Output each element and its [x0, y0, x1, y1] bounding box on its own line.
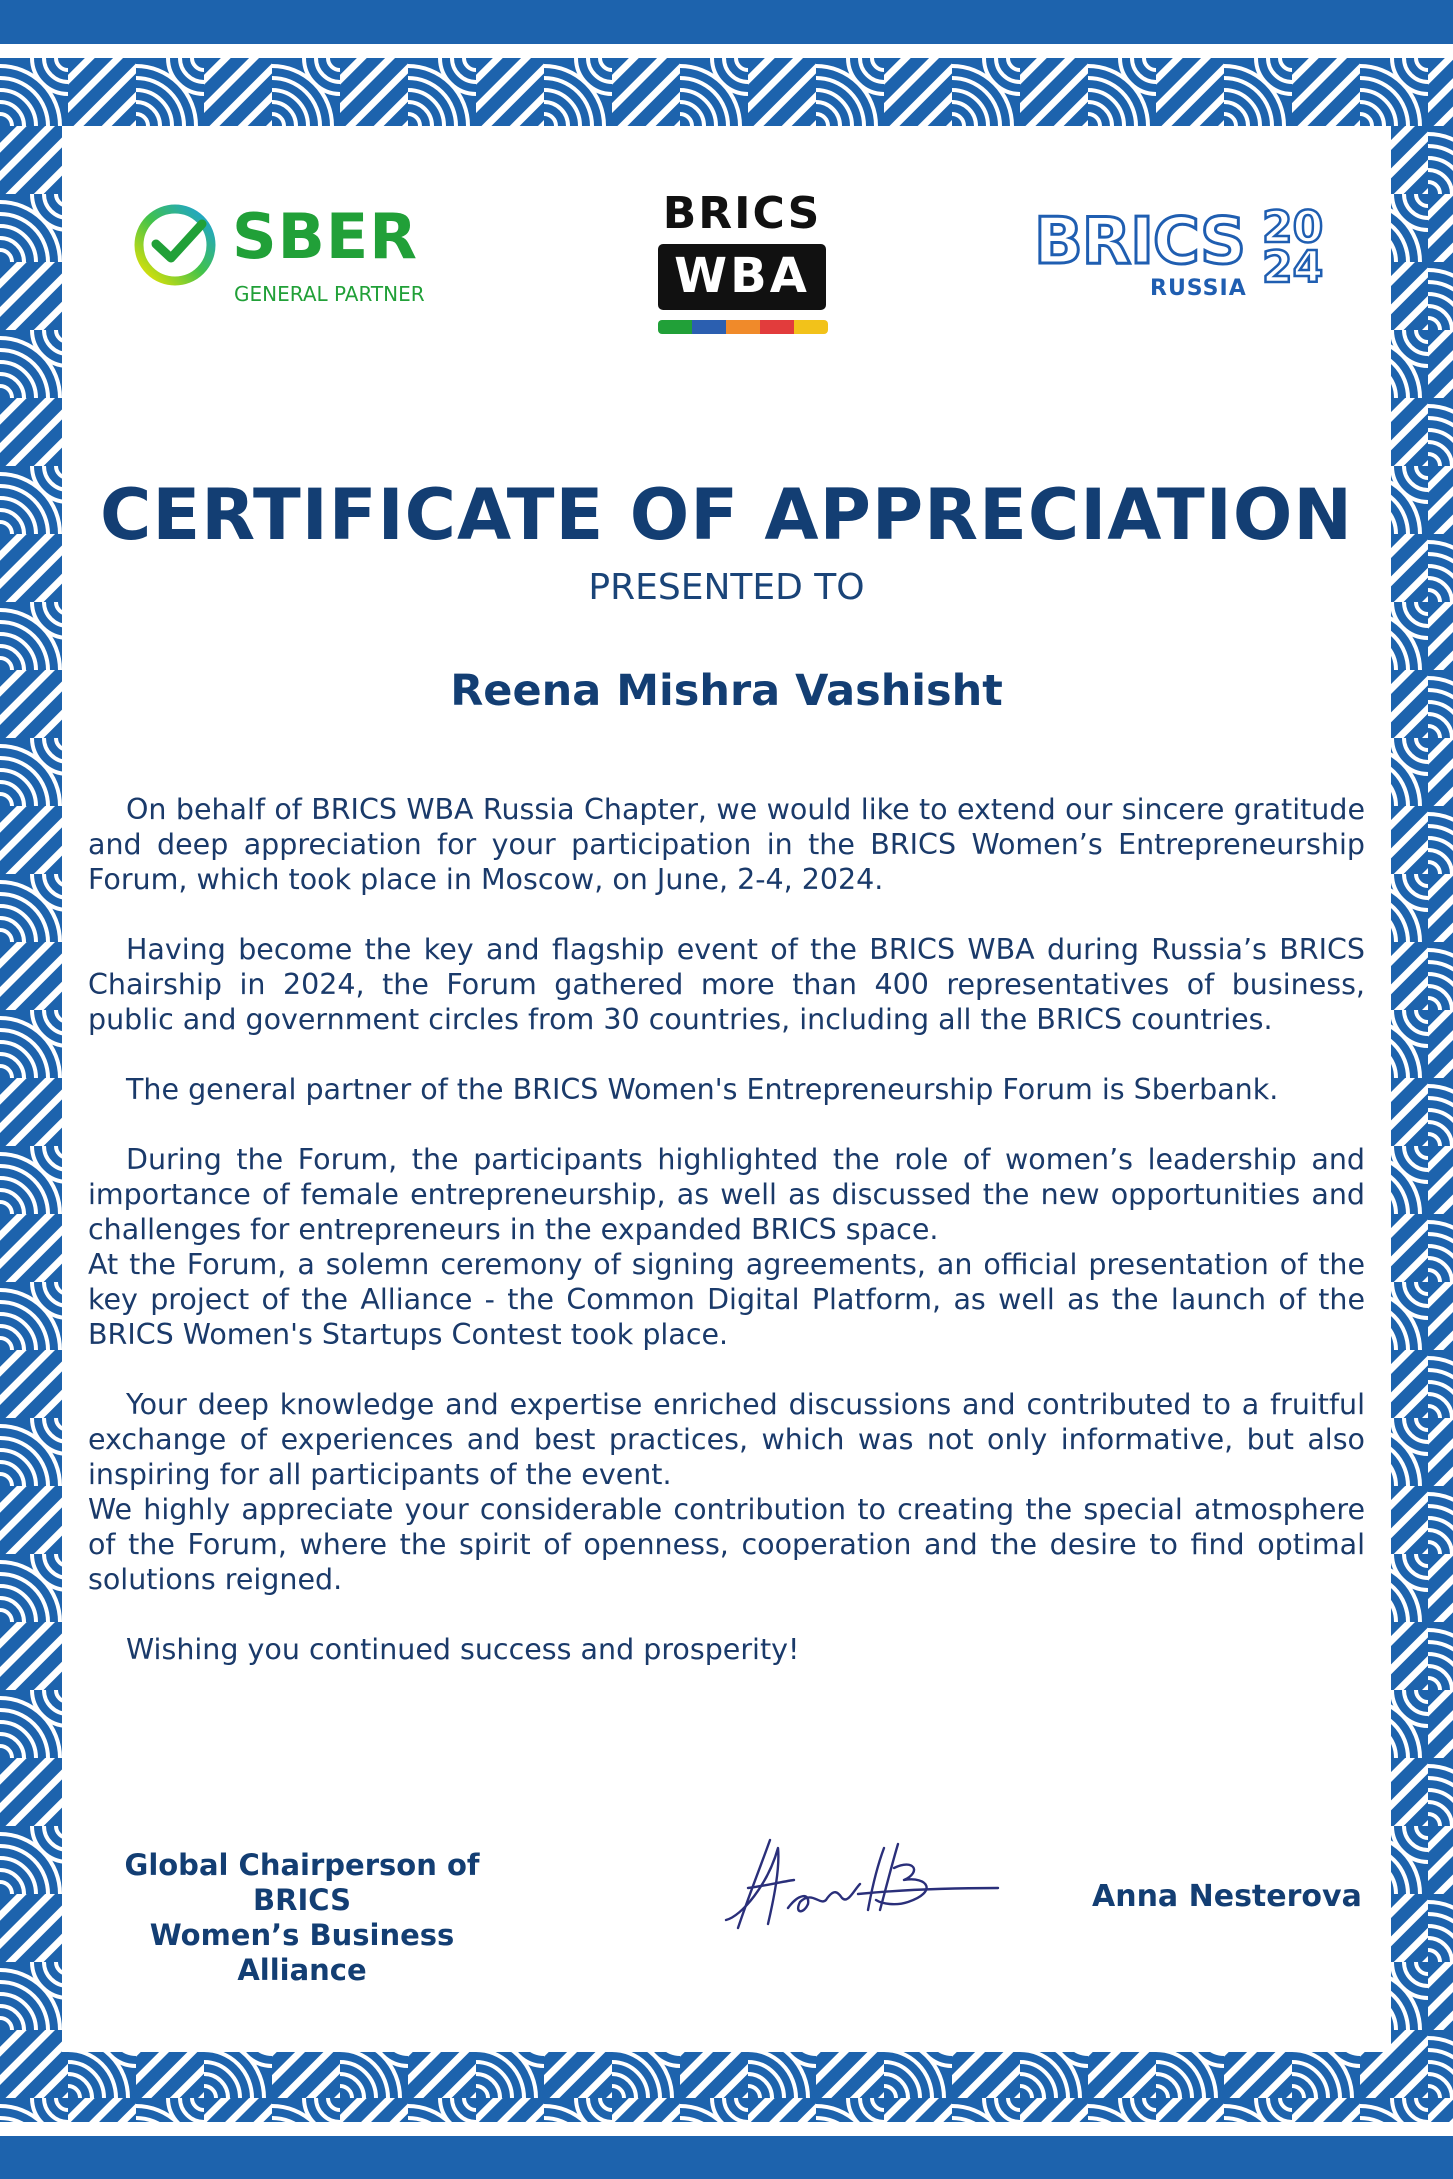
- certificate-body: [88, 792, 1365, 1702]
- wba-stripe-2: [692, 320, 726, 334]
- brics24-year-top: 20: [1262, 202, 1324, 253]
- body-paragraph-3: The general partner of the BRICS Women's Entrepreneurship Forum is Sberbank.: [126, 1073, 1279, 1106]
- certificate-panel: [62, 126, 1391, 2052]
- wba-stripe-1: [658, 320, 692, 334]
- body-paragraph-7: We highly appreciate your considerable contribution to creating the special atmosphere of the Forum, where the spirit of openness, cooperation and the desire to find optimal solutions reigned.: [88, 1493, 1365, 1596]
- certificate-title: CERTIFICATE OF APPRECIATION: [100, 474, 1353, 556]
- wba-logo-box: [658, 244, 826, 310]
- body-paragraph-6: Your deep knowledge and expertise enriched discussions and contributed to a fruitful exchange of experiences and best practices, which was not only informative, but also inspiring for all participants of the event.: [88, 1388, 1365, 1491]
- signatory-role-line-1: Global Chairperson of BRICS: [124, 1848, 480, 1917]
- sber-check-icon: [132, 202, 218, 288]
- body-paragraph-8: Wishing you continued success and prosperity!: [126, 1633, 800, 1666]
- body-paragraph-4: During the Forum, the participants highlighted the role of women’s leadership and importance of female entrepreneurship, as well as discussed the new opportunities and challenges for entrepreneurs in the expanded BRICS space.: [88, 1143, 1365, 1246]
- wba-stripe-3: [726, 320, 760, 334]
- bottom-divider-line: [0, 2122, 1453, 2136]
- sber-subtitle: GENERAL PARTNER: [234, 282, 425, 306]
- wba-logo-box-text: WBA: [674, 248, 810, 304]
- top-band: [0, 0, 1453, 44]
- top-divider-line: [0, 44, 1453, 58]
- sber-logo: [132, 202, 472, 312]
- bottom-band: [0, 2136, 1453, 2179]
- handwritten-signature: [708, 1828, 1008, 1938]
- brics24-wordmark: BRICS: [1034, 205, 1246, 279]
- body-paragraph-2: Having become the key and flagship event of the BRICS WBA during Russia’s BRICS Chairship in 2024, the Forum gathered more than 400 representatives of business, public and government circles from 30 countries, including all the BRICS countries.: [88, 933, 1365, 1036]
- wba-stripe-4: [760, 320, 794, 334]
- signatory-name: Anna Nesterova: [1092, 1879, 1362, 1914]
- brics24-country: RUSSIA: [1150, 276, 1247, 301]
- brics-2024-russia-logo: [1034, 202, 1364, 320]
- wba-logo-top-text: BRICS: [662, 188, 822, 239]
- brics24-year-bottom: 24: [1262, 242, 1324, 293]
- body-paragraph-5: At the Forum, a solemn ceremony of signing agreements, an official presentation of the key project of the Alliance - the Common Digital Platform, as well as the launch of the BRICS Women's Startups Contest took place.: [88, 1248, 1365, 1351]
- wba-stripe-5: [794, 320, 828, 334]
- sber-wordmark: SBER: [232, 200, 419, 273]
- signatory-role: [92, 1848, 512, 1988]
- brics-wba-logo: [658, 188, 826, 346]
- presented-to-label: PRESENTED TO: [588, 567, 865, 608]
- recipient-name: Reena Mishra Vashisht: [450, 666, 1003, 716]
- signatory-role-line-2: Women’s Business Alliance: [149, 1918, 455, 1987]
- body-paragraph-1: On behalf of BRICS WBA Russia Chapter, we would like to extend our sincere gratitude and deep appreciation for your participation in the BRICS Women’s Entrepreneurship Forum, which took place in Moscow, on June, 2-4, 2024.: [88, 793, 1365, 896]
